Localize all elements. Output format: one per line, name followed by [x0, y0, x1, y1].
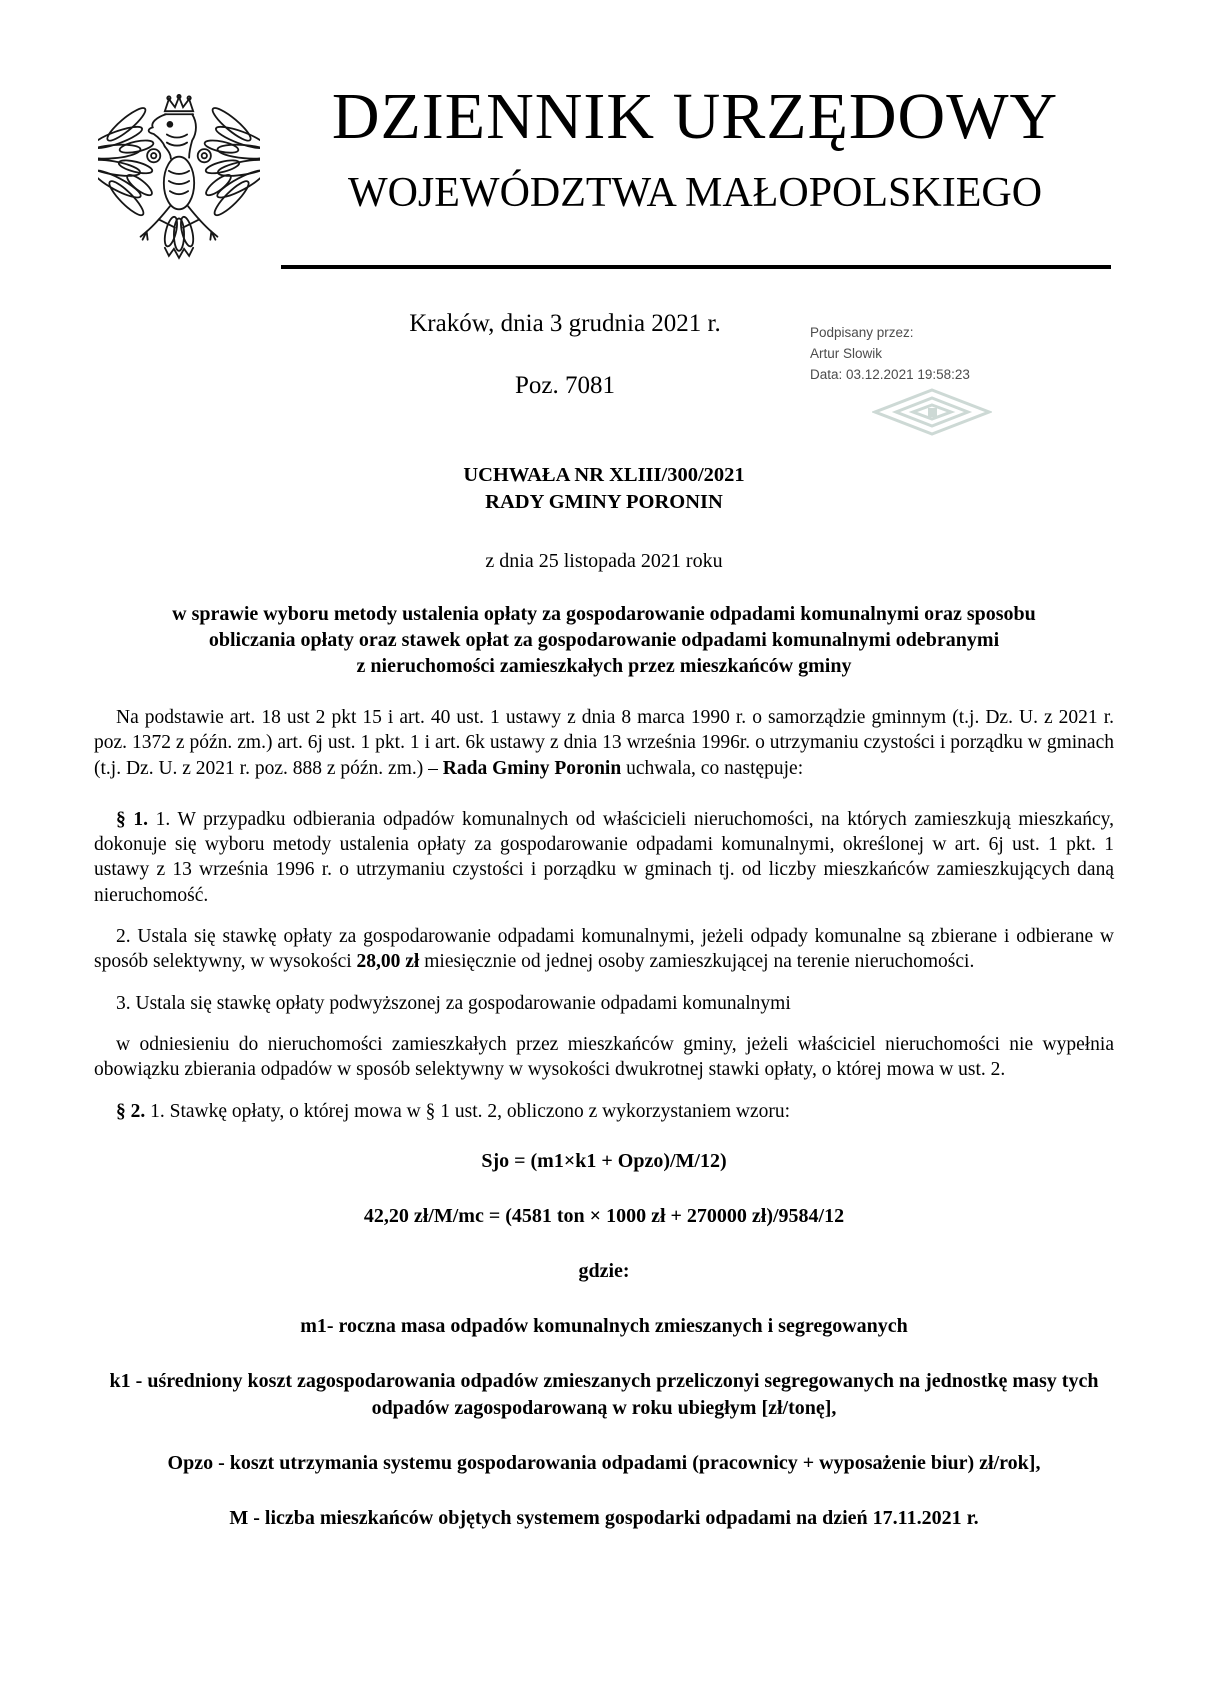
resolution-date: z dnia 25 listopada 2021 roku	[485, 550, 723, 572]
formula-line: gdzie:	[578, 1259, 630, 1282]
polish-eagle-emblem-icon	[98, 94, 260, 268]
formula-line: k1 - uśredniony koszt zagospodarowania odpadów zmieszanych przeliczonyi segregowanych na jednostkę masy tych odpadów zagospodarowaną w roku ubiegłym [zł/tonę],	[109, 1369, 1099, 1419]
journal-title: DZIENNIK URZĘDOWY	[331, 80, 1059, 153]
formula-block	[94, 1148, 1114, 1532]
formula-line: m1- roczna masa odpadów komunalnych zmieszanych i segregowanych	[300, 1314, 908, 1337]
body-paragraph: § 1. 1. W przypadku odbierania odpadów komunalnych od właścicieli nieruchomości, na których zamieszkują mieszkańcy, dokonuje się wyboru metody ustalenia opłaty za gospodarowanie odpadami komunalnymi, określonej w art. 6j ust. 1 pkt. 1 ustawy z 13 września 1996 r. o utrzymaniu czystości i porządku w gminach tj. od liczby mieszkańców zamieszkujących daną nieruchomość.	[94, 808, 1114, 906]
signature-date: Data: 03.12.2021 19:58:23	[810, 367, 970, 382]
subject-line: w sprawie wyboru metody ustalenia opłaty za gospodarowanie odpadami komunalnymi oraz sposobu	[172, 603, 1036, 625]
signature-name: Artur Slowik	[810, 346, 883, 361]
journal-subtitle: WOJEWÓDZTWA MAŁOPOLSKIEGO	[347, 170, 1043, 216]
position-number: Poz. 7081	[515, 372, 615, 399]
resolution-number: UCHWAŁA NR XLIII/300/2021	[463, 464, 745, 486]
body-paragraph: w odniesieniu do nieruchomości zamieszkałych przez mieszkańców gminy, jeżeli właściciel nieruchomości nie wypełnia obowiązku zbierania odpadów w sposób selektywny w wysokości dwukrotnej stawki opłaty, o której mowa w ust. 2.	[94, 1033, 1114, 1081]
subject-line: obliczania opłaty oraz stawek opłat za gospodarowanie odpadami komunalnymi odebranymi	[208, 629, 1000, 651]
formula-line: Opzo - koszt utrzymania systemu gospodarowania odpadami (pracownicy + wyposażenie biur) zł/rok],	[167, 1451, 1041, 1474]
formula-line: Sjo = (m1×k1 + Opzo)/M/12)	[481, 1149, 727, 1172]
e-signature-diamond-icon	[872, 388, 992, 436]
body-paragraph: Na podstawie art. 18 ust 2 pkt 15 i art. 40 ust. 1 ustawy z dnia 8 marca 1990 r. o samorządzie gminnym (t.j. Dz. U. z 2021 r. poz. 1372 z późn. zm.) art. 6j ust. 1 pkt. 1 i art. 6k ustawy z dnia 13 września 1996r. o utrzymaniu czystości i porządku w gminach (t.j. Dz. U. z 2021 r. poz. 888 z późn. zm.) – Rada Gminy Poronin uchwala, co następuje:	[94, 707, 1114, 779]
signature-label: Podpisany przez:	[810, 325, 914, 340]
formula-line: M - liczba mieszkańców objętych systemem gospodarki odpadami na dzień 17.11.2021 r.	[229, 1506, 979, 1529]
body-paragraph: § 2. 1. Stawkę opłaty, o której mowa w § 1 ust. 2, obliczono z wykorzystaniem wzoru:	[116, 1100, 791, 1122]
formula-line: 42,20 zł/M/mc = (4581 ton × 1000 zł + 270000 zł)/9584/12	[363, 1204, 845, 1227]
resolution-subject	[94, 601, 1114, 679]
resolution-content	[94, 462, 1114, 1532]
body-paragraph: 2. Ustala się stawkę opłaty za gospodarowanie odpadami komunalnymi, jeżeli odpady komunalne są zbierane i odbierane w sposób selektywny, w wysokości 28,00 zł miesięcznie od jednej osoby zamieszkującej na terenie nieruchomości.	[94, 926, 1114, 973]
signature-block	[810, 322, 992, 436]
resolution-title	[94, 462, 1114, 516]
subject-line: z nieruchomości zamieszkałych przez mieszkańców gminy	[356, 655, 852, 677]
body-paragraph: 3. Ustala się stawkę opłaty podwyższonej za gospodarowanie odpadami komunalnymi	[116, 992, 791, 1014]
resolution-body	[94, 705, 1114, 1124]
place-date-line: Kraków, dnia 3 grudnia 2021 r.	[409, 310, 721, 337]
resolution-issuer: RADY GMINY PORONIN	[485, 491, 723, 513]
masthead-rule	[281, 265, 1111, 269]
